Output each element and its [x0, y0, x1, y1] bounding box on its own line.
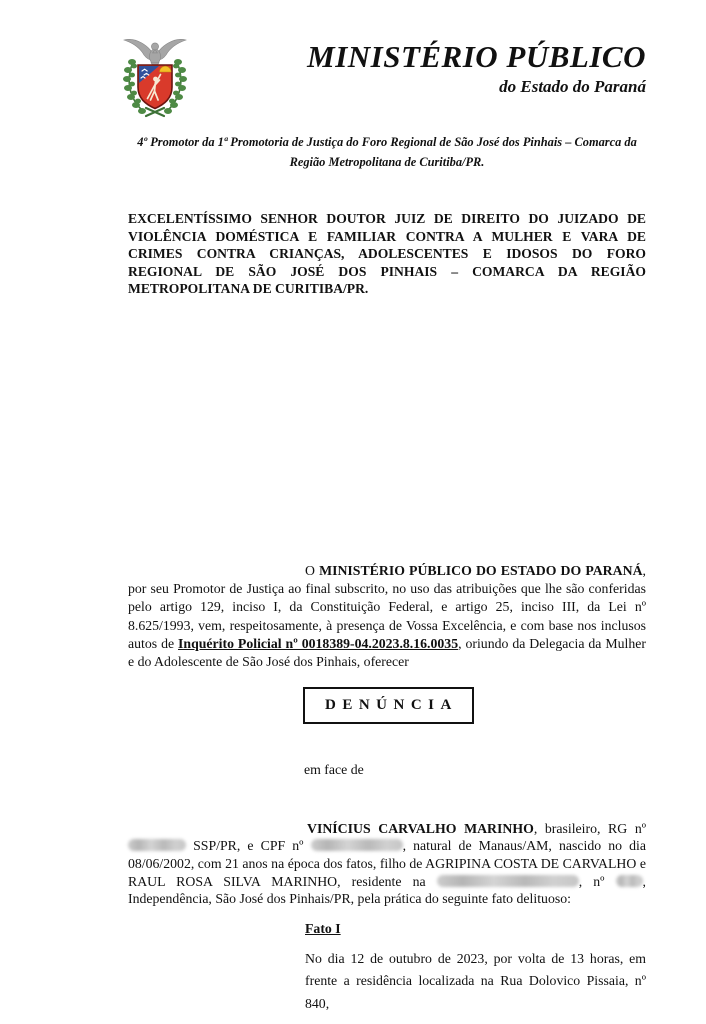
- org-title: MINISTÉRIO PÚBLICO: [307, 39, 646, 74]
- denuncia-title: DENÚNCIA: [325, 697, 458, 713]
- defendant-qualification-paragraph: [128, 820, 646, 908]
- denuncia-title-box: [303, 687, 474, 724]
- defendant-seg-4: , nº: [578, 873, 616, 889]
- defendant-name: VINÍCIUS CARVALHO MARINHO: [307, 820, 534, 836]
- redacted-rg-number: [128, 839, 186, 851]
- masthead: [128, 40, 646, 97]
- fact-heading: Fato I: [305, 921, 341, 936]
- prosecutor-office-line: 4º Promotor da 1ª Promotoria de Justiça do Foro Regional de São José dos Pinhais – Comarca da Região Metropolitana de Curitiba/PR.: [137, 135, 637, 169]
- intro-entity: MINISTÉRIO PÚBLICO DO ESTADO DO PARANÁ: [319, 562, 643, 578]
- defendant-seg-1: , brasileiro, RG nº: [533, 820, 646, 836]
- defendant-seg-3: , natural de Manaus/AM, nascido no dia 08/06/2002, com 21 anos na época dos fatos, filho de AGRIPINA COSTA DE CARVALHO e RAUL ROSA SILVA MARINHO, residente na: [128, 838, 646, 889]
- em-face-de-line: em face de: [304, 762, 364, 777]
- intro-lead: O: [305, 562, 320, 578]
- intro-body-2: , oriundo da Delegacia da Mulher e do Adolescente de São José dos Pinhais, oferecer: [128, 635, 646, 670]
- redacted-cpf-number: [311, 839, 403, 851]
- defendant-seg-2: SSP/PR, e CPF nº: [186, 838, 311, 854]
- addressee-paragraph: EXCELENTÍSSIMO SENHOR DOUTOR JUIZ DE DIREITO DO JUIZADO DE VIOLÊNCIA DOMÉSTICA E FAMILIAR CONTRA A MULHER E VARA DE CRIMES CONTRA CRIANÇAS, ADOLESCENTES E IDOSOS DO FORO REGIONAL DE SÃO JOSÉ DOS PINHAIS – COMARCA DA REGIÃO METROPOLITANA DE CURITIBA/PR.: [128, 211, 646, 297]
- fact-section: [305, 921, 646, 1024]
- redacted-house-number: [616, 875, 643, 887]
- redacted-street-address: [437, 875, 579, 887]
- org-subtitle: do Estado do Paraná: [499, 76, 646, 96]
- case-reference: Inquérito Policial nº 0018389-04.2023.8.16.0035: [178, 635, 459, 651]
- defendant-seg-5: , Independência, São José dos Pinhais/PR, pela prática do seguinte fato delituoso:: [128, 873, 646, 907]
- fact-paragraph: No dia 12 de outubro de 2023, por volta de 13 horas, em frente a residência localizada na Rua Dolovico Pissaia, nº 840,: [305, 951, 646, 1011]
- intro-body-1: , por seu Promotor de Justiça ao final subscrito, no uso das atribuições que lhe são conferidas pelo artigo 129, inciso I, da Constituição Federal, e artigo 25, inciso III, da Lei nº 8.625/1993, vem, respeitosamente, à presença de Vossa Excelência, e com base nos inclusos autos de: [128, 562, 646, 651]
- intro-paragraph: [128, 562, 646, 672]
